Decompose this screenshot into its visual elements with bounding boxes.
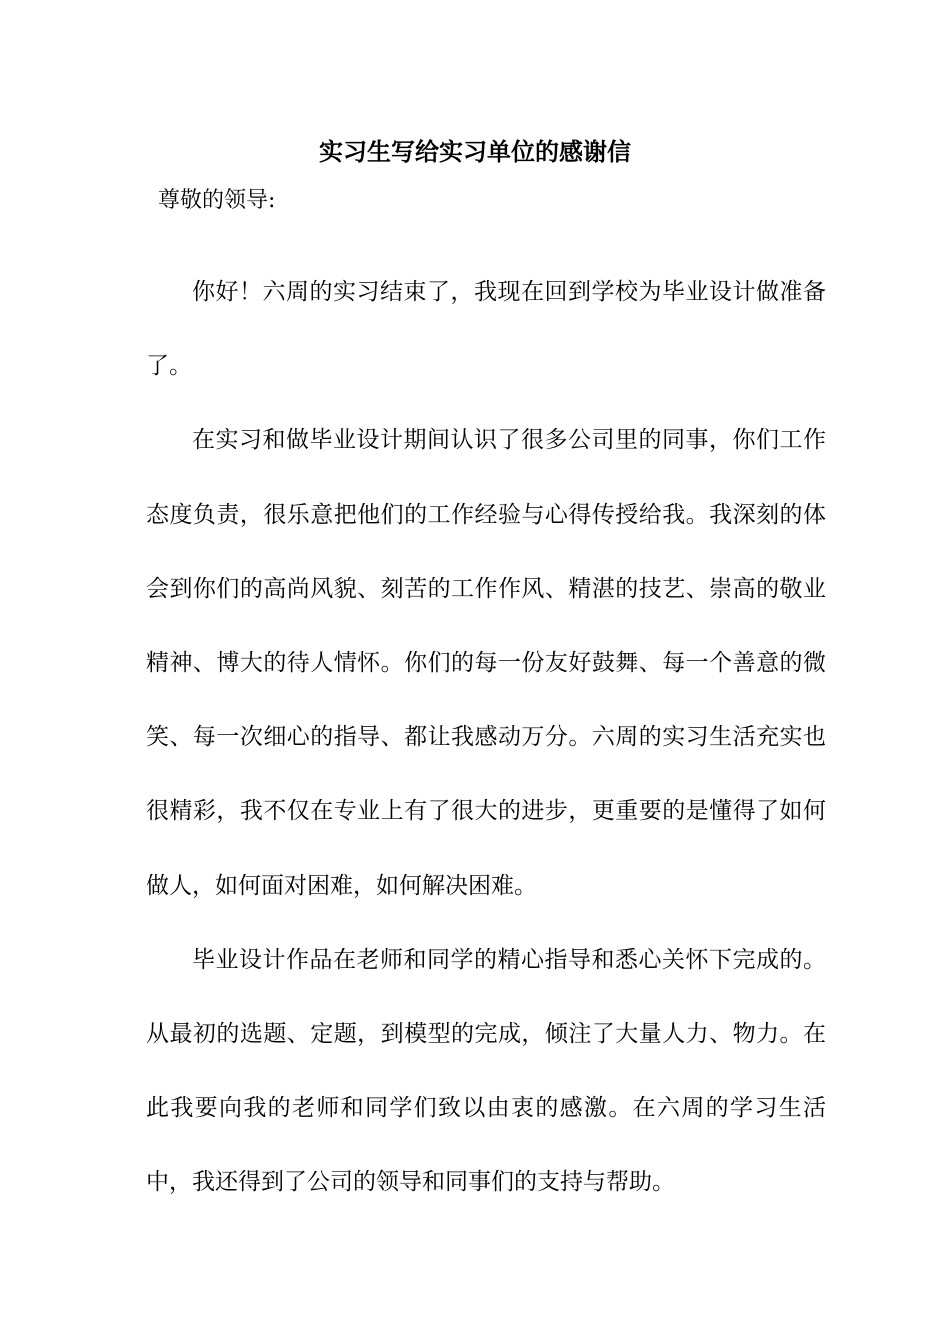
letter-salutation: 尊敬的领导: [158, 188, 276, 213]
body-paragraph-1: 你好！六周的实习结束了，我现在回到学校为毕业设计做准备了。 [146, 279, 826, 380]
letter-title: 实习生写给实习单位的感谢信 [319, 137, 631, 166]
letter-body [146, 255, 826, 1220]
body-paragraph-2: 在实习和做毕业设计期间认识了很多公司里的同事，你们工作态度负责，很乐意把他们的工作经验与心得传授给我。我深刻的体会到你们的高尚风貌、刻苦的工作作风、精湛的技艺、崇高的敬业精神、博大的待人情怀。你们的每一份友好鼓舞、每一个善意的微笑、每一次细心的指导、都让我感动万分。六周的实习生活充实也很精彩，我不仅在专业上有了很大的进步，更重要的是懂得了如何做人，如何面对困难，如何解决困难。 [146, 427, 826, 899]
body-paragraph-3: 毕业设计作品在老师和同学的精心指导和悉心关怀下完成的。从最初的选题、定题，到模型的完成，倾注了大量人力、物力。在此我要向我的老师和同学们致以由衷的感激。在六周的学习生活中，我还得到了公司的领导和同事们的支持与帮助。 [146, 946, 826, 1196]
